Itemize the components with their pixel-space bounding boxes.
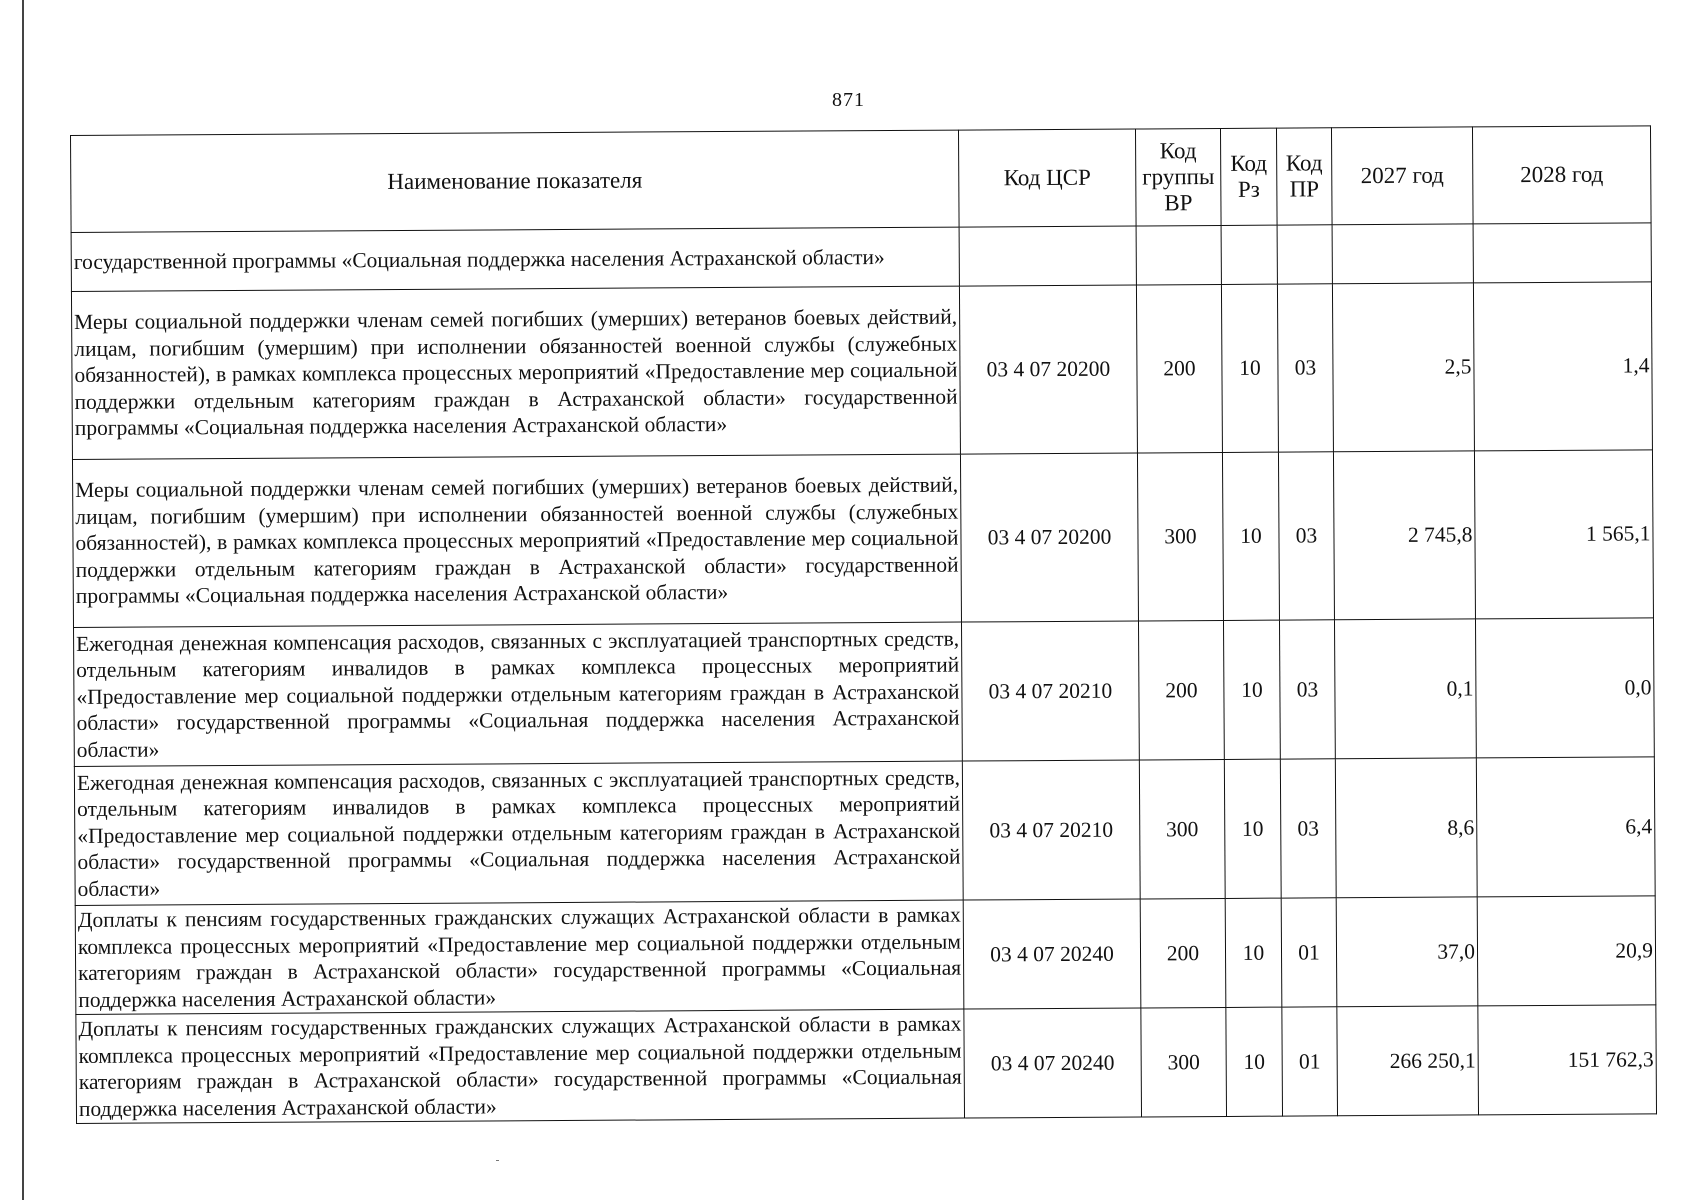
cell-year-2028: 20,9 xyxy=(1477,896,1656,1006)
cell-pr-code xyxy=(1277,225,1332,284)
cell-year-2027: 37,0 xyxy=(1336,897,1478,1007)
header-vr-code: Код группы ВР xyxy=(1135,128,1221,226)
cell-name: государственной программы «Социальная поддержка населения Астраханской области» xyxy=(71,227,959,291)
table-row xyxy=(75,896,1656,1015)
cell-name: Доплаты к пенсиям государственных гражданских служащих Астраханской области в рамках комплекса процессных мероприятий «Предоставление мер социальной поддержки отдельным категориям граждан в Астраханской области» государственной программы «Социальная поддержка населения Астраханской области» xyxy=(75,900,964,1014)
cell-name: Ежегодная денежная компенсация расходов, связанных с эксплуатацией транспортных средств, отдельным категориям инвалидов в рамках комплекса процессных мероприятий «Предоставление мер социальной поддержки отдельным категориям граждан в Астраханской области» государственной программы «Социальная поддержка населения Астраханской области» xyxy=(74,622,963,766)
cell-rz-code: 10 xyxy=(1221,284,1278,452)
cell-year-2027: 266 250,1 xyxy=(1337,1006,1479,1116)
cell-rz-code: 10 xyxy=(1226,1007,1283,1116)
cell-year-2027: 2,5 xyxy=(1332,283,1474,452)
cell-pr-code: 01 xyxy=(1281,898,1337,1007)
header-year-2028: 2028 год xyxy=(1472,126,1651,224)
budget-table xyxy=(70,125,1657,1124)
cell-csr-code: 03 4 07 20210 xyxy=(961,621,1139,761)
table-row xyxy=(71,282,1652,460)
cell-csr-code: 03 4 07 20240 xyxy=(963,899,1141,1009)
header-csr-code: Код ЦСР xyxy=(958,129,1136,227)
cell-pr-code: 03 xyxy=(1277,284,1333,452)
cell-year-2027: 8,6 xyxy=(1335,758,1477,898)
cell-vr-code: 300 xyxy=(1139,759,1225,899)
scan-speck xyxy=(496,1160,499,1161)
cell-csr-code: 03 4 07 20200 xyxy=(959,285,1137,454)
cell-year-2027: 2 745,8 xyxy=(1333,451,1475,620)
cell-vr-code: 200 xyxy=(1140,898,1226,1008)
cell-year-2028: 151 762,3 xyxy=(1478,1005,1657,1115)
table-row xyxy=(71,223,1651,292)
cell-csr-code: 03 4 07 20210 xyxy=(962,760,1140,900)
cell-name: Меры социальной поддержки членам семей погибших (умерших) ветеранов боевых действий, лицам, погибшим (умершим) при исполнении обязанностей военной службы (служебных обязанностей), в рамках комплекса процессных мероприятий «Предоставление мер социальной поддержки отдельным категориям граждан в Астраханской области» государственной программы «Социальная поддержка населения Астраханской области» xyxy=(71,286,960,459)
cell-year-2028: 0,0 xyxy=(1475,618,1654,758)
cell-vr-code xyxy=(1136,225,1221,285)
cell-vr-code: 200 xyxy=(1138,620,1224,760)
page-number: 871 xyxy=(832,89,865,111)
cell-csr-code: 03 4 07 20200 xyxy=(960,453,1138,622)
header-pr-code: Код ПР xyxy=(1276,128,1332,225)
cell-rz-code: 10 xyxy=(1223,620,1280,759)
cell-year-2028 xyxy=(1473,223,1651,283)
table-row xyxy=(72,450,1653,628)
cell-year-2027 xyxy=(1332,224,1473,284)
cell-pr-code: 01 xyxy=(1282,1007,1338,1116)
cell-rz-code: 10 xyxy=(1225,898,1282,1007)
table-row xyxy=(74,757,1655,906)
cell-vr-code: 300 xyxy=(1137,452,1223,621)
cell-year-2028: 1 565,1 xyxy=(1474,450,1653,619)
table-row xyxy=(76,1005,1657,1124)
cell-csr-code xyxy=(959,226,1136,286)
cell-year-2028: 6,4 xyxy=(1476,757,1655,897)
cell-csr-code: 03 4 07 20240 xyxy=(964,1008,1142,1118)
cell-rz-code xyxy=(1221,225,1277,284)
header-year-2027: 2027 год xyxy=(1331,127,1473,225)
cell-name: Меры социальной поддержки членам семей погибших (умерших) ветеранов боевых действий, лицам, погибшим (умершим) при исполнении обязанностей военной службы (служебных обязанностей), в рамках комплекса процессных мероприятий «Предоставление мер социальной поддержки отдельным категориям граждан в Астраханской области» государственной программы «Социальная поддержка населения Астраханской области» xyxy=(72,454,961,627)
cell-rz-code: 10 xyxy=(1222,452,1279,620)
cell-vr-code: 300 xyxy=(1141,1007,1227,1117)
header-name: Наименование показателя xyxy=(71,130,960,232)
scan-edge-line xyxy=(22,0,24,1200)
cell-year-2027: 0,1 xyxy=(1334,619,1476,759)
cell-year-2028: 1,4 xyxy=(1473,282,1652,451)
cell-name: Доплаты к пенсиям государственных гражданских служащих Астраханской области в рамках комплекса процессных мероприятий «Предоставление мер социальной поддержки отдельным категориям граждан в Астраханской области» государственной программы «Социальная поддержка населения Астраханской области» xyxy=(76,1009,965,1123)
table-row xyxy=(74,618,1655,767)
cell-vr-code: 200 xyxy=(1136,284,1222,453)
header-rz-code: Код Рз xyxy=(1220,128,1277,225)
cell-pr-code: 03 xyxy=(1279,620,1335,759)
cell-pr-code: 03 xyxy=(1278,452,1334,620)
budget-table-container xyxy=(70,125,1656,1124)
cell-pr-code: 03 xyxy=(1280,759,1336,898)
cell-name: Ежегодная денежная компенсация расходов, связанных с эксплуатацией транспортных средств, отдельным категориям инвалидов в рамках комплекса процессных мероприятий «Предоставление мер социальной поддержки отдельным категориям граждан в Астраханской области» государственной программы «Социальная поддержка населения Астраханской области» xyxy=(74,761,963,905)
table-header-row xyxy=(71,126,1652,233)
cell-rz-code: 10 xyxy=(1224,759,1281,898)
